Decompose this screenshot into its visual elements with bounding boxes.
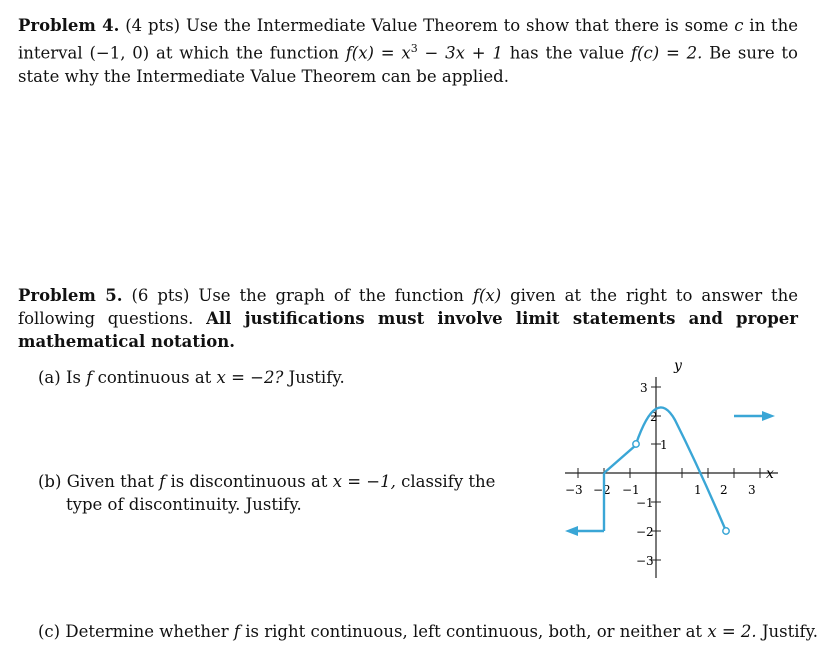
x-tick-label: 3	[748, 483, 756, 497]
x-axis-label: x	[766, 466, 774, 482]
problem-4-fc: f(c) = 2.	[630, 43, 703, 63]
part-b-text-2: is discontinuous at	[170, 472, 328, 491]
part-a-text-2: continuous at	[97, 368, 212, 387]
part-a-label: (a)	[38, 368, 61, 387]
part-c-x: x = 2.	[707, 622, 757, 641]
part-a-text-3: Justify.	[288, 368, 345, 387]
problem-4-fx: f(x) = x	[345, 43, 411, 63]
part-c-text-2: is right continuous, left continuous, both, or neither at	[245, 622, 703, 641]
left-arrowhead	[565, 526, 578, 536]
y-tick-label: −3	[636, 554, 654, 568]
y-axis-label: y	[674, 358, 682, 374]
problem-5-text-2: given at the right to answer the following questions.	[18, 286, 799, 328]
y-tick-label: 2	[650, 410, 658, 424]
part-b-text-1: Given that	[66, 472, 154, 491]
problem-4-interval: (−1, 0)	[89, 43, 150, 63]
problem-4-c: c	[734, 16, 744, 35]
problem-4-label: Problem 4.	[18, 16, 120, 35]
y-tick-label: −1	[636, 496, 654, 510]
problem-5-fx: f(x)	[472, 286, 502, 305]
part-a-f: f	[86, 368, 93, 387]
part-c-label: (c)	[38, 622, 61, 641]
right-arrowhead	[762, 411, 775, 421]
part-b-f: f	[159, 472, 166, 491]
open-circle-point	[723, 528, 729, 534]
problem-5-text-1: Use the graph of the function	[198, 286, 464, 305]
problem-5-label: Problem 5.	[18, 286, 123, 305]
y-tick-label: 3	[640, 381, 648, 395]
open-circle-point	[633, 441, 639, 447]
part-a-text-1: Is	[65, 368, 81, 387]
problem-5-points: (6 pts)	[131, 286, 190, 305]
problem-4-exponent: 3	[410, 42, 418, 55]
part-b-text-3: classify the	[401, 472, 496, 491]
part-b-x: x = −1,	[332, 472, 396, 491]
problem-4-fx-rest: − 3x + 1	[417, 43, 503, 63]
part-c-f: f	[233, 622, 240, 641]
part-c-text-1: Determine whether	[65, 622, 229, 641]
part-c-text-3: Justify.	[761, 622, 819, 641]
y-tick-label: 1	[660, 438, 668, 452]
part-b-label: (b)	[38, 472, 62, 491]
parabola-curve	[636, 407, 726, 531]
problem-5-bold-instruction: All justifications must involve limit statements and proper mathematical notation.	[18, 309, 798, 351]
y-tick-label: −2	[636, 525, 654, 539]
problem-4-text-1: Use the Intermediate Value Theorem to show that there is some	[185, 16, 729, 35]
problem-4-points: (4 pts)	[125, 16, 181, 35]
x-tick-label: −3	[565, 483, 583, 497]
problem-4-text-3: at which the function	[156, 43, 339, 63]
x-tick-label: −2	[593, 483, 611, 497]
problem-4-text-2: in the interval	[18, 16, 799, 63]
x-tick-label: 2	[720, 483, 728, 497]
problem-4-text-5: Be sure to state why the Intermediate Value Theorem can be applied.	[18, 43, 798, 86]
part-a-x: x = −2?	[216, 368, 284, 387]
part-b-line-2: type of discontinuity. Justify.	[66, 495, 302, 514]
x-tick-label: −1	[622, 483, 640, 497]
problem-4-text-4: has the value	[509, 43, 625, 63]
x-tick-label: 1	[694, 483, 702, 497]
rising-line-segment	[604, 445, 636, 473]
